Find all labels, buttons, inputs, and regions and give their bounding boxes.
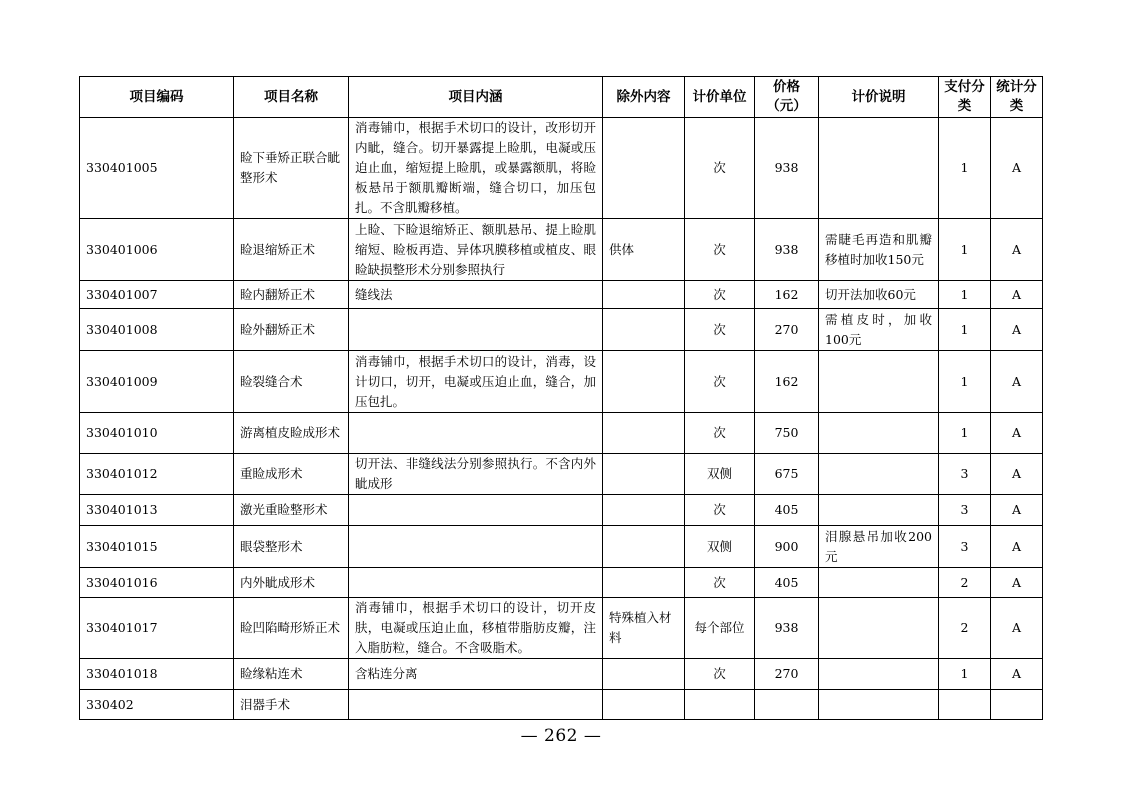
- cell-price: 938: [755, 118, 819, 219]
- table-row: [80, 690, 1043, 720]
- cell-code: 330401016: [80, 568, 234, 598]
- cell-excluded: [603, 568, 685, 598]
- cell-stat: A: [991, 309, 1043, 351]
- cell-content: 切开法、非缝线法分别参照执行。不含内外眦成形: [349, 454, 603, 495]
- cell-excluded: [603, 454, 685, 495]
- header-excluded: 除外内容: [603, 77, 685, 118]
- cell-name: 眼袋整形术: [234, 526, 349, 568]
- cell-note: [819, 568, 939, 598]
- cell-payment: 3: [939, 526, 991, 568]
- table-row: [80, 281, 1043, 309]
- cell-name: 内外眦成形术: [234, 568, 349, 598]
- cell-content: [349, 568, 603, 598]
- cell-name: 重睑成形术: [234, 454, 349, 495]
- cell-name: 泪器手术: [234, 690, 349, 720]
- cell-stat: A: [991, 659, 1043, 690]
- table-row: [80, 413, 1043, 454]
- header-note: 计价说明: [819, 77, 939, 118]
- cell-content: [349, 690, 603, 720]
- cell-note: [819, 454, 939, 495]
- header-row: [80, 77, 1043, 118]
- cell-price: 270: [755, 659, 819, 690]
- table-row: [80, 659, 1043, 690]
- cell-unit: 次: [685, 309, 755, 351]
- cell-note: [819, 495, 939, 526]
- cell-payment: 2: [939, 598, 991, 659]
- cell-note: 需植皮时，加收100元: [819, 309, 939, 351]
- cell-unit: 双侧: [685, 454, 755, 495]
- cell-excluded: [603, 690, 685, 720]
- cell-unit: [685, 690, 755, 720]
- cell-excluded: [603, 495, 685, 526]
- cell-name: 睑退缩矫正术: [234, 219, 349, 281]
- cell-code: 330401012: [80, 454, 234, 495]
- cell-name: 睑下垂矫正联合眦整形术: [234, 118, 349, 219]
- table-row: [80, 598, 1043, 659]
- cell-payment: 1: [939, 118, 991, 219]
- cell-content: 消毒铺巾，根据手术切口的设计，切开皮肤，电凝或压迫止血，移植带脂肪皮瓣，注入脂肪粒，缝合。不含吸脂术。: [349, 598, 603, 659]
- cell-content: [349, 526, 603, 568]
- cell-content: [349, 309, 603, 351]
- header-price: 价格（元）: [755, 77, 819, 118]
- cell-name: 游离植皮睑成形术: [234, 413, 349, 454]
- cell-unit: 次: [685, 413, 755, 454]
- cell-note: [819, 118, 939, 219]
- cell-unit: 次: [685, 495, 755, 526]
- cell-stat: A: [991, 598, 1043, 659]
- cell-stat: A: [991, 118, 1043, 219]
- header-payment: 支付分类: [939, 77, 991, 118]
- header-code: 项目编码: [80, 77, 234, 118]
- cell-note: [819, 690, 939, 720]
- cell-code: 330401018: [80, 659, 234, 690]
- cell-note: [819, 413, 939, 454]
- cell-stat: A: [991, 351, 1043, 413]
- cell-excluded: 供体: [603, 219, 685, 281]
- cell-payment: 1: [939, 309, 991, 351]
- header-name: 项目名称: [234, 77, 349, 118]
- cell-price: 405: [755, 568, 819, 598]
- cell-note: [819, 659, 939, 690]
- cell-code: 330401009: [80, 351, 234, 413]
- cell-payment: 2: [939, 568, 991, 598]
- cell-excluded: [603, 309, 685, 351]
- table-row: [80, 309, 1043, 351]
- cell-name: 激光重睑整形术: [234, 495, 349, 526]
- cell-unit: 次: [685, 659, 755, 690]
- cell-stat: A: [991, 454, 1043, 495]
- cell-payment: 1: [939, 219, 991, 281]
- cell-payment: 3: [939, 495, 991, 526]
- cell-unit: 次: [685, 118, 755, 219]
- cell-price: 405: [755, 495, 819, 526]
- cell-note: 切开法加收60元: [819, 281, 939, 309]
- cell-payment: 1: [939, 659, 991, 690]
- cell-content: [349, 495, 603, 526]
- page-number: — 262 —: [520, 726, 602, 746]
- cell-content: 含粘连分离: [349, 659, 603, 690]
- cell-content: 缝线法: [349, 281, 603, 309]
- cell-code: 330401006: [80, 219, 234, 281]
- cell-excluded: [603, 118, 685, 219]
- header-content: 项目内涵: [349, 77, 603, 118]
- table-row: [80, 454, 1043, 495]
- cell-code: 330401010: [80, 413, 234, 454]
- cell-note: [819, 351, 939, 413]
- cell-excluded: [603, 526, 685, 568]
- cell-code: 330401017: [80, 598, 234, 659]
- cell-code: 330401013: [80, 495, 234, 526]
- cell-code: 330401008: [80, 309, 234, 351]
- cell-excluded: [603, 281, 685, 309]
- cell-stat: A: [991, 526, 1043, 568]
- cell-excluded: [603, 413, 685, 454]
- cell-payment: 1: [939, 281, 991, 309]
- cell-excluded: 特殊植入材料: [603, 598, 685, 659]
- cell-name: 睑裂缝合术: [234, 351, 349, 413]
- cell-price: 750: [755, 413, 819, 454]
- cell-price: [755, 690, 819, 720]
- cell-stat: A: [991, 568, 1043, 598]
- cell-content: 上睑、下睑退缩矫正、额肌悬吊、提上睑肌缩短、睑板再造、异体巩膜移植或植皮、眼睑缺损整形术分别参照执行: [349, 219, 603, 281]
- cell-payment: 3: [939, 454, 991, 495]
- cell-unit: 次: [685, 351, 755, 413]
- cell-price: 162: [755, 281, 819, 309]
- cell-payment: [939, 690, 991, 720]
- cell-note: 需睫毛再造和肌瓣移植时加收150元: [819, 219, 939, 281]
- cell-content: 消毒铺巾，根据手术切口的设计，消毒，设计切口，切开，电凝或压迫止血，缝合，加压包扎。: [349, 351, 603, 413]
- fee-table: [79, 76, 1043, 720]
- cell-payment: 1: [939, 413, 991, 454]
- cell-excluded: [603, 351, 685, 413]
- cell-price: 675: [755, 454, 819, 495]
- cell-stat: A: [991, 219, 1043, 281]
- table-row: [80, 568, 1043, 598]
- cell-price: 162: [755, 351, 819, 413]
- cell-stat: A: [991, 495, 1043, 526]
- table-row: [80, 495, 1043, 526]
- cell-note: 泪腺悬吊加收200元: [819, 526, 939, 568]
- cell-code: 330401015: [80, 526, 234, 568]
- cell-stat: A: [991, 413, 1043, 454]
- cell-code: 330401005: [80, 118, 234, 219]
- cell-unit: 次: [685, 568, 755, 598]
- cell-name: 睑外翻矫正术: [234, 309, 349, 351]
- cell-unit: 双侧: [685, 526, 755, 568]
- cell-excluded: [603, 659, 685, 690]
- cell-content: [349, 413, 603, 454]
- cell-unit: 次: [685, 281, 755, 309]
- cell-content: 消毒铺巾，根据手术切口的设计，改形切开内眦，缝合。切开暴露提上睑肌，电凝或压迫止血，缩短提上睑肌，或暴露额肌，将睑板悬吊于额肌瓣断端，缝合切口，加压包扎。不含肌瓣移植。: [349, 118, 603, 219]
- cell-price: 938: [755, 598, 819, 659]
- cell-name: 睑凹陷畸形矫正术: [234, 598, 349, 659]
- cell-payment: 1: [939, 351, 991, 413]
- table-row: [80, 351, 1043, 413]
- cell-price: 270: [755, 309, 819, 351]
- cell-name: 睑内翻矫正术: [234, 281, 349, 309]
- table-row: [80, 118, 1043, 219]
- header-stat: 统计分类: [991, 77, 1043, 118]
- cell-code: 330401007: [80, 281, 234, 309]
- cell-stat: A: [991, 281, 1043, 309]
- cell-code: 330402: [80, 690, 234, 720]
- table-row: [80, 526, 1043, 568]
- cell-name: 睑缘粘连术: [234, 659, 349, 690]
- table-row: [80, 219, 1043, 281]
- cell-stat: [991, 690, 1043, 720]
- cell-note: [819, 598, 939, 659]
- cell-price: 900: [755, 526, 819, 568]
- cell-price: 938: [755, 219, 819, 281]
- cell-unit: 每个部位: [685, 598, 755, 659]
- header-unit: 计价单位: [685, 77, 755, 118]
- cell-unit: 次: [685, 219, 755, 281]
